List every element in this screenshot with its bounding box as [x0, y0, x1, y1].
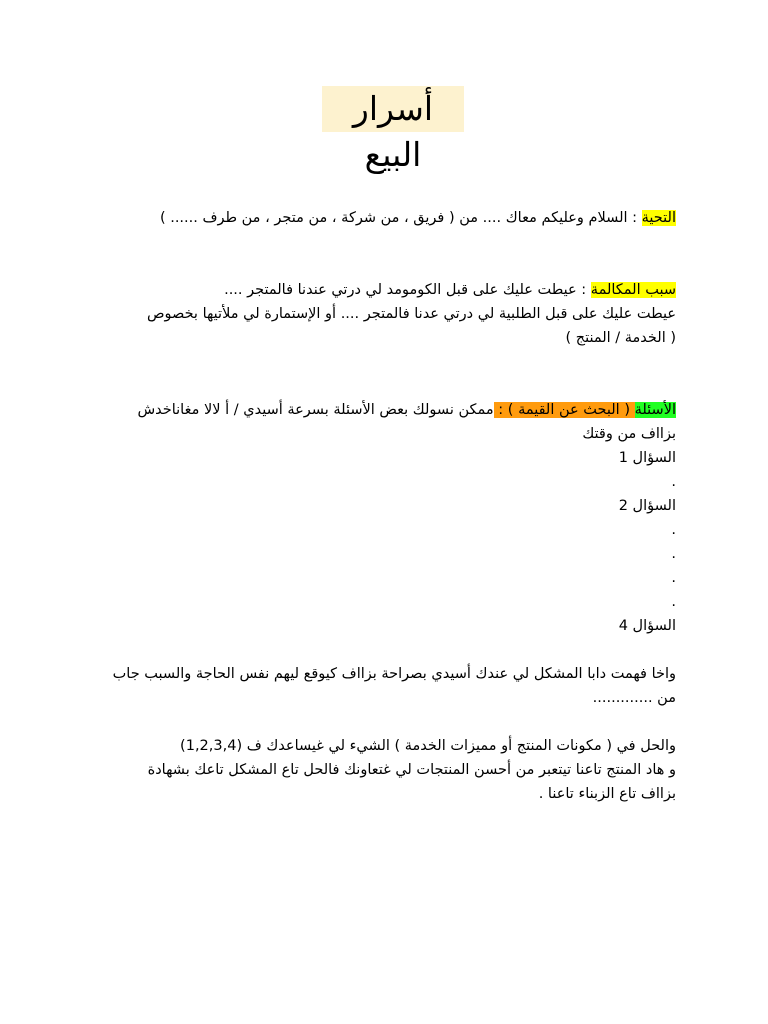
- solution-line-1: والحل في ( مكونات المنتج أو مميزات الخدمة ) الشيء لي غيساعدك ف (1,2,3,4): [180, 738, 676, 754]
- understanding-line-2: من .............: [592, 690, 676, 706]
- reason-line-2: عيطت عليك على قبل الطلبية لي درتي عدنا فالمتجر .... أو الإستمارة لي ملأتيها بخصوص: [146, 306, 676, 322]
- reason-text: : عيطت عليك على قبل الكومومد لي درتي عندنا فالمتجر ....: [224, 282, 591, 298]
- understanding-line-1: واخا فهمت دابا المشكل لي عندك أسيدي بصراحة بزااف كيوقع ليهم نفس الحاجة والسبب جاب: [112, 666, 676, 682]
- questions-label: الأسئلة: [634, 402, 676, 418]
- greeting-label: التحية: [641, 210, 676, 226]
- greeting-paragraph: [92, 206, 676, 230]
- document-title: أسرار البيع: [322, 86, 464, 132]
- questions-intro-line: [92, 398, 676, 422]
- reason-line-3: ( الخدمة / المنتج ): [565, 330, 676, 346]
- solution-line-2: و هاد المنتج تاعنا تيتعبر من أحسن المنتجات لي غتعاونك فالحل تاع المشكل تاعك بشهادة: [147, 762, 676, 778]
- questions-colon: :: [493, 402, 504, 418]
- greeting-text: : السلام وعليكم معاك .... من ( فريق ، من شركة ، من متجر ، من طرف ...... ): [159, 210, 642, 226]
- question-1: السؤال 1: [618, 450, 676, 466]
- question-1-dot: .: [671, 474, 676, 490]
- value-search-label: ( البحث عن القيمة ): [503, 402, 635, 418]
- question-2: السؤال 2: [618, 498, 676, 514]
- questions-intro-text: ممكن نسولك بعض الأسئلة بسرعة أسيدي / أ لالا مغاناخدش: [137, 402, 494, 418]
- reason-label: سبب المكالمة: [590, 282, 676, 298]
- question-4: السؤال 4: [618, 618, 676, 634]
- questions-intro-line-2: بزااف من وقتك: [582, 426, 676, 442]
- question-placeholder-dot-4: .: [671, 594, 676, 610]
- question-placeholder-dot-2: .: [671, 546, 676, 562]
- question-placeholder-dot-1: .: [671, 522, 676, 538]
- question-placeholder-dot-3: .: [671, 570, 676, 586]
- reason-line-1: [92, 278, 676, 302]
- solution-line-3: بزااف تاع الزبناء تاعنا .: [538, 786, 676, 802]
